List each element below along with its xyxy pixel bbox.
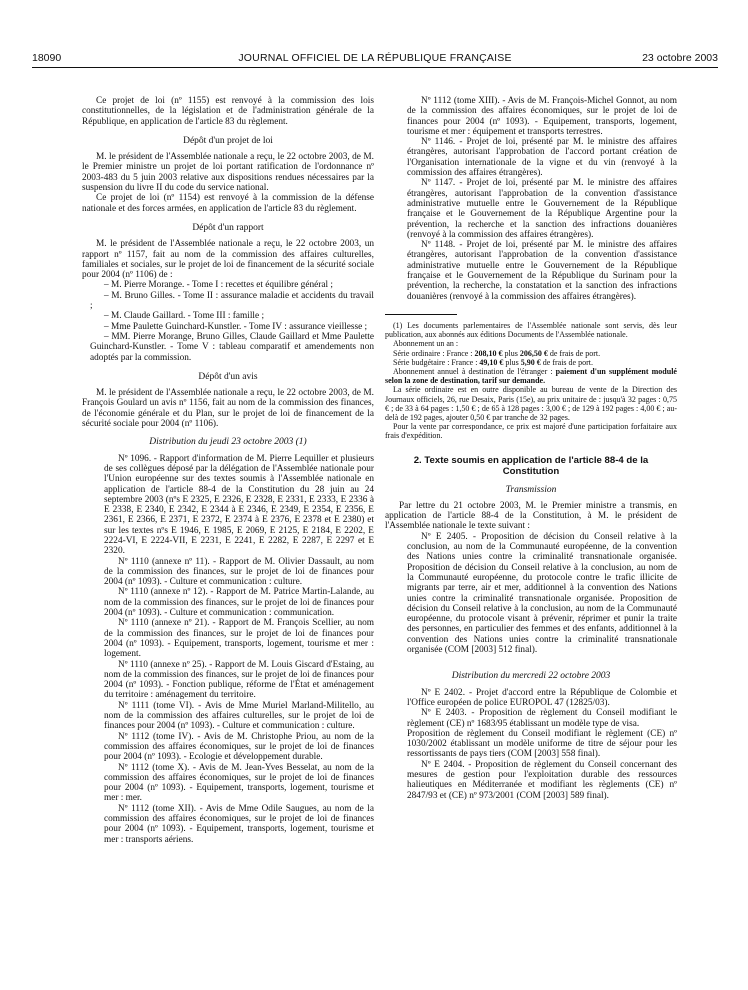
section-title: 2. Texte soumis en application de l'article 88-4 de la Constitution <box>413 454 649 477</box>
price-line-budget: Série budgétaire : France : 49,10 € plus 5,90 € de frais de port. <box>393 357 593 367</box>
issue-date: 23 octobre 2003 <box>642 52 718 64</box>
eu-document-entry: Nº E 2404. - Proposition de règlement du Conseil concernant des mesures de gestion pour l'exploitation durable des ressources halieutiques en Méditerranée et modifiant les règlements (CE) nº 2847/93 et (CE) nº 973/2001 (COM [2003] 589 final). <box>407 759 677 801</box>
list-item: – MM. Pierre Morange, Bruno Gilles, Claude Gaillard et Mme Paulette Guinchard-Kunstler. - Tome V : tableau comparatif et amendements non adoptés par la commission. <box>90 331 374 363</box>
document-entry: Nº 1110 (annexe nº 25). - Rapport de M. Louis Giscard d'Estaing, au nom de la commission des finances, sur le projet de loi de finances pour 2004 (nº 1093). - Fonction publique, réforme de l'État et aménagement du territoire : aménagement du territoire. <box>104 659 374 701</box>
eu-document-entry-continued: Proposition de règlement du Conseil modifiant le règlement (CE) nº 1030/2002 établissant un modèle uniforme de titre de séjour pour les ressortissants de pays tiers (COM [2003] 558 final). <box>407 728 677 760</box>
list-item: – Mme Paulette Guinchard-Kunstler. - Tome IV : assurance vieillesse ; <box>104 321 368 332</box>
list-item: – M. Bruno Gilles. - Tome II : assurance maladie et accidents du travail ; <box>90 290 374 312</box>
document-entry: Nº 1112 (tome X). - Avis de M. Jean-Yves Besselat, au nom de la commission des affaires économiques, sur le projet de loi de finances pour 2004 (nº 1093). - Equipement, transports, logement, tourisme et mer : mer. <box>104 762 374 804</box>
list-item: – M. Pierre Morange. - Tome I : recettes et équilibre général ; <box>104 280 333 291</box>
transmission-heading: Transmission <box>505 484 557 495</box>
paragraph: M. le président de l'Assemblée nationale a reçu, le 22 octobre 2003, un rapport nº 1157, fait au nom de la commission des affaires culturelles, familiales et sociales, sur le projet de loi de financement de la sécurité sociale pour 2004 (nº 1106) de : <box>82 239 374 281</box>
distribution-heading: Distribution du mercredi 22 octobre 2003 <box>451 671 611 682</box>
list-item: – M. Claude Gaillard. - Tome III : famille ; <box>104 311 265 322</box>
document-entry: Nº 1148. - Projet de loi, présenté par M. le ministre des affaires étrangères, autorisant l'approbation de la convention d'assistance administrative mutuelle entre le Gouvernement de la République française et le Gouvernement de la République du Surinam pour la prévention, la recherche, la constatation et la sanction des infractions douanières (renvoyé à la commission des affaires étrangères). <box>407 240 677 302</box>
footnote-text: (1) Les documents parlementaires de l'Assemblée nationale sont servis, dès leur publication, aux abonnés aux éditions Documents de l'Assemblée nationale. <box>385 320 677 340</box>
price-line-ordinary: Série ordinaire : France : 208,10 € plus 206,50 € de frais de port. <box>393 348 601 358</box>
page-header <box>32 52 718 66</box>
header-rule <box>32 67 718 68</box>
page-number: 18090 <box>32 52 62 64</box>
document-entry: Nº 1110 (annexe nº 21). - Rapport de M. François Scellier, au nom de la commission des finances, sur le projet de loi de finances pour 2004 (nº 1093). - Equipement, transports, logement, tourisme et mer : logement. <box>104 618 374 660</box>
paragraph: Par lettre du 21 octobre 2003, M. le Premier ministre a transmis, en application de l'article 88-4 de la Constitution, à M. le président de l'Assemblée nationale le texte suivant : <box>385 500 677 532</box>
document-entry: Nº 1110 (annexe nº 11). - Rapport de M. Olivier Dassault, au nom de la commission des finances, sur le projet de loi de finances pour 2004 (nº 1093). - Culture et communication : culture. <box>104 556 374 588</box>
document-entry: Nº 1096. - Rapport d'information de M. Pierre Lequiller et plusieurs de ses collègues déposé par la délégation de l'Assemblée nationale pour l'Union européenne sur des textes soumis à l'Assemblée nationale en application de l'article 88-4 de la Constitution du 28 juin au 24 septembre 2003 (nºs E 2325, E 2326, E 2328, E 2331, E 2333, E 2336 à E 2338, E 2340, E 2342, E 2344 à E 2346, E 2349, E 2354, E 2356, E 2361, E 2366, E 2371, E 2372, E 2374 à E 2376, E 2378 et E 2380) et sur les textes nºs E 1946, E 1985, E 2069, E 2125, E 2184, E 2202, E 2224-VI, E 2224-VII, E 2231, E 2241, E 2282, E 2287, E 2297 et E 2320. <box>104 453 374 557</box>
footnote <box>385 321 677 441</box>
footnote-text: Abonnement un an : <box>393 339 459 349</box>
footnote-rule <box>385 314 457 315</box>
document-entry: Nº 1110 (annexe nº 12). - Rapport de M. Patrice Martin-Lalande, au nom de la commission des finances, sur le projet de loi de finances pour 2004 (nº 1093). - Culture et communication : communication. <box>104 587 374 619</box>
paragraph: Ce projet de loi (nº 1155) est renvoyé à la commission des lois constitutionnelles, de la législation et de l'administration générale de la République, en application de l'article 83 du règlement. <box>82 96 374 127</box>
foreign-subscription: Abonnement annuel à destination de l'étranger : paiement d'un supplément modulé selon la zone de destination, tarif sur demande. <box>385 366 677 386</box>
document-entry: Nº 1112 (tome XII). - Avis de Mme Odile Saugues, au nom de la commission des affaires économiques, sur le projet de loi de finances pour 2004 (nº 1093). - Equipement, transports, logement, tourisme et mer : transports aériens. <box>104 803 374 845</box>
document-entry: Nº 1112 (tome XIII). - Avis de M. François-Michel Gonnot, au nom de la commission des affaires économiques, sur le projet de loi de finances pour 2004 (nº 1093). - Equipement, transports, logement, tourisme et mer : équipement et transports terrestres. <box>407 96 677 137</box>
right-column <box>385 96 677 801</box>
section-heading: Dépôt d'un rapport <box>192 222 264 233</box>
document-entry: Nº 1112 (tome IV). - Avis de M. Christophe Priou, au nom de la commission des affaires économiques, sur le projet de loi de finances pour 2004 (nº 1093). - Ecologie et développement durable. <box>104 731 374 763</box>
journal-title: JOURNAL OFFICIEL DE LA RÉPUBLIQUE FRANÇAISE <box>238 52 512 64</box>
eu-document-entry: Nº E 2402. - Projet d'accord entre la République de Colombie et l'Office européen de police EUROPOL 47 (12825/03). <box>407 687 677 708</box>
section-heading: Dépôt d'un projet de loi <box>183 135 273 146</box>
section-heading: Dépôt d'un avis <box>198 371 258 382</box>
left-column <box>82 96 374 845</box>
document-entry: Nº 1111 (tome VI). - Avis de Mme Muriel Marland-Militello, au nom de la commission des affaires culturelles, sur le projet de loi de finances pour 2004 (nº 1093). - Culture et communication : culture. <box>104 700 374 732</box>
eu-document-entry: Nº E 2403. - Proposition de règlement du Conseil modifiant le règlement (CE) nº 1683/95 établissant un modèle type de visa. <box>407 708 677 729</box>
footnote-text: Pour la vente par correspondance, ce prix est majoré d'une participation forfaitaire aux frais d'expédition. <box>385 422 677 441</box>
distribution-heading: Distribution du jeudi 23 octobre 2003 (1) <box>149 437 307 448</box>
paragraph: M. le président de l'Assemblée nationale a reçu, le 22 octobre 2003, de M. François Goulard un avis nº 1156, fait au nom de la commission des finances, de l'économie générale et du Plan, sur le projet de loi de financement de la sécurité sociale pour 2004 (nº 1106). <box>82 388 374 430</box>
eu-document-entry: Nº E 2405. - Proposition de décision du Conseil relative à la conclusion, au nom de la Communauté européenne, de la convention des Nations unies contre la criminalité transnationale organisée. Proposition de décision du Conseil relative à la conclusion, au nom de la Communauté européenne, du protocole contre le trafic illicite de migrants par terre, air et mer, additionnel à la convention des Nations unies contre la criminalité transnationale organisée. Proposition de décision du Conseil relative à la conclusion, au nom de la Communauté européenne, du protocole visant à prévenir, réprimer et punir la traite des personnes, en particulier des femmes et des enfants, additionnel à la convention des Nations unies contre la criminalité transnationale organisée (COM [2003] 512 final). <box>407 531 677 656</box>
paragraph: M. le président de l'Assemblée nationale a reçu, le 22 octobre 2003, de M. le Premier ministre un projet de loi portant ratification de l'ordonnance nº 2003-483 du 5 juin 2003 relative aux dispositions rendues nécessaires par la suspension du livre II du code du service national. <box>82 152 374 194</box>
document-entry: Nº 1146. - Projet de loi, présenté par M. le ministre des affaires étrangères, autorisant l'approbation de l'accord portant création de l'Organisation internationale de la vigne et du vin (renvoyé à la commission des affaires étrangères). <box>407 137 677 179</box>
footnote-text: La série ordinaire est en outre disponible au bureau de vente de la Direction des Journaux officiels, 26, rue Desaix, Paris (15e), au prix unitaire de : jusqu'à 32 pages : 0,75 € ; de 33 à 64 pages : 1,50 € ; de 65 à 128 pages : 3,00 € ; de 129 à 192 pages : 4,00 € ; au-delà de 192 pages, ajouter 0,50 € par tranche de 32 pages. <box>385 385 677 422</box>
document-entry: Nº 1147. - Projet de loi, présenté par M. le ministre des affaires étrangères, autorisant l'approbation de la convention d'assistance administrative mutuelle entre le Gouvernement de la République française et le Gouvernement de la République Argentine pour la prévention, la recherche et la sanction des infractions douanières (renvoyé à la commission des affaires étrangères). <box>407 178 677 240</box>
paragraph: Ce projet de loi (nº 1154) est renvoyé à la commission de la défense nationale et des forces armées, en application de l'article 83 du règlement. <box>82 193 374 214</box>
